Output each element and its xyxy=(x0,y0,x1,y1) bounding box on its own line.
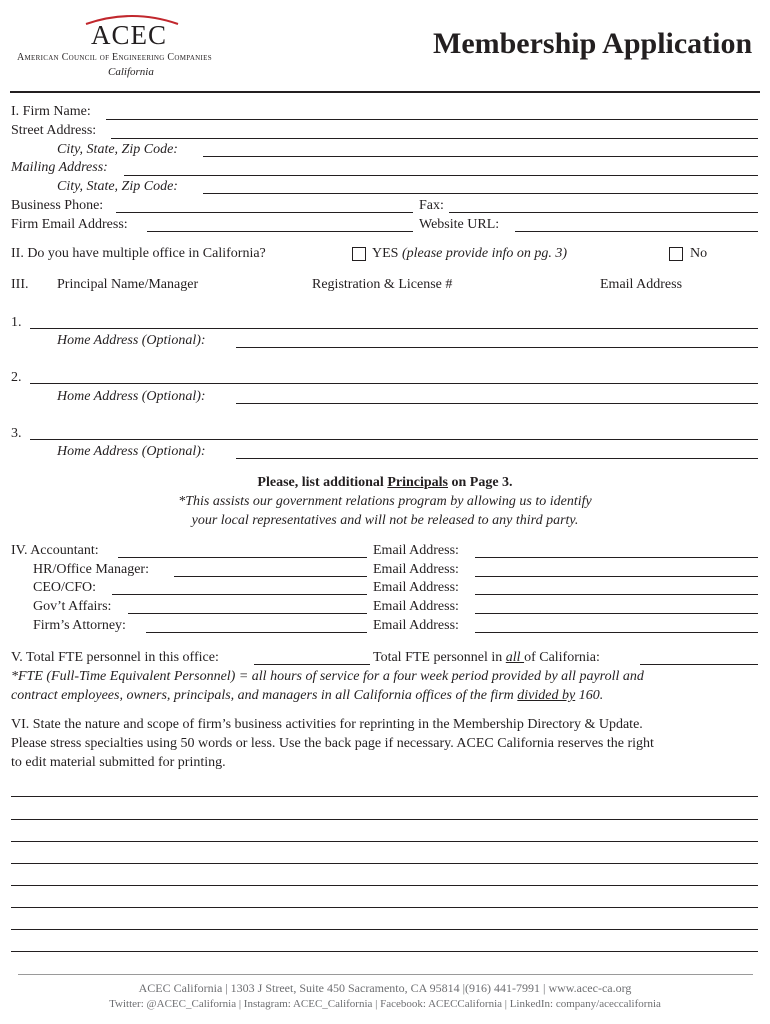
logo-full-name: American Council of Engineering Companies xyxy=(17,52,212,63)
activities-line-2: Please stress specialties using 50 words or less. Use the back page if necessary. ACEC California reserves the right xyxy=(11,736,654,751)
disclaimer-line-2: your local representatives and will not be released to any third party. xyxy=(191,513,579,528)
activities-line-1: VI. State the nature and scope of firm’s business activities for reprinting in the Membership Directory & Update. xyxy=(11,717,643,732)
street-address-label: Street Address: xyxy=(11,123,97,138)
ceo-cfo-label: CEO/CFO: xyxy=(33,580,97,595)
principal-row-1-home-field[interactable] xyxy=(236,347,758,348)
yes-checkbox[interactable] xyxy=(352,247,366,261)
principal-row-1-home-label: Home Address (Optional): xyxy=(57,333,206,348)
note-principals-link: Principals xyxy=(387,475,448,490)
disclaimer-line-1: *This assists our government relations program by allowing us to identify xyxy=(178,494,592,509)
website-url-field[interactable] xyxy=(515,231,758,232)
mailing-address-field[interactable] xyxy=(124,175,758,176)
col-email-header: Email Address xyxy=(600,277,683,292)
yes-note: (please provide info on pg. 3) xyxy=(401,246,568,261)
fte-note-before: contract employees, owners, principals, and managers in all California offices of the firm xyxy=(11,688,518,703)
col-registration-header: Registration & License # xyxy=(312,277,453,292)
activities-writing-line[interactable] xyxy=(11,796,758,797)
footer-address: ACEC California | 1303 J Street, Suite 450 Sacramento, CA 95814 |(916) 441-7991 | www.acec-ca.org xyxy=(138,981,632,995)
mailing-city-state-zip-field[interactable] xyxy=(203,193,758,194)
page-title: Membership Application xyxy=(433,27,753,60)
fte-ca-field[interactable] xyxy=(640,664,758,665)
govt-affairs-label: Gov’t Affairs: xyxy=(33,599,112,614)
city-state-zip-label: City, State, Zip Code: xyxy=(57,142,178,157)
ceo-cfo-email-label: Email Address: xyxy=(373,580,459,595)
fte-ca-after: of California: xyxy=(524,650,600,665)
note-after: on Page 3. xyxy=(448,475,513,490)
mailing-address-label: Mailing Address: xyxy=(11,160,108,175)
fte-office-label: V. Total FTE personnel in this office: xyxy=(11,650,219,665)
logo-acronym: ACEC xyxy=(91,20,168,50)
principal-row-2-number: 2. xyxy=(11,370,22,385)
accountant-email-label: Email Address: xyxy=(373,543,459,558)
logo-state: California xyxy=(108,66,154,78)
principal-row-2-field[interactable] xyxy=(30,383,758,384)
activities-line-3: to edit material submitted for printing. xyxy=(11,755,226,770)
additional-principals-note xyxy=(0,475,770,491)
business-phone-field[interactable] xyxy=(116,212,413,213)
street-address-field[interactable] xyxy=(111,138,758,139)
yes-label xyxy=(372,246,567,262)
hr-manager-label: HR/Office Manager: xyxy=(33,562,149,577)
yes-text: YES xyxy=(372,246,399,261)
principal-row-3-field[interactable] xyxy=(30,439,758,440)
hr-manager-field[interactable] xyxy=(174,576,367,577)
section3-numeral: III. xyxy=(11,277,29,292)
activities-writing-line[interactable] xyxy=(11,951,758,952)
firm-attorney-email-field[interactable] xyxy=(475,632,758,633)
activities-writing-line[interactable] xyxy=(11,907,758,908)
footer-social: Twitter: @ACEC_California | Instagram: ACEC_California | Facebook: ACECCalifornia | LinkedIn: company/aceccalifornia xyxy=(109,998,661,1010)
multiple-office-question: II. Do you have multiple office in California? xyxy=(11,246,266,261)
activities-writing-line[interactable] xyxy=(11,841,758,842)
principal-row-3-home-field[interactable] xyxy=(236,458,758,459)
activities-writing-line[interactable] xyxy=(11,929,758,930)
mailing-city-state-zip-label: City, State, Zip Code: xyxy=(57,179,178,194)
accountant-field[interactable] xyxy=(118,557,367,558)
firm-email-field[interactable] xyxy=(147,231,413,232)
fte-office-field[interactable] xyxy=(254,664,370,665)
website-url-label: Website URL: xyxy=(419,217,500,232)
govt-affairs-field[interactable] xyxy=(128,613,367,614)
principal-row-2-home-field[interactable] xyxy=(236,403,758,404)
govt-affairs-email-label: Email Address: xyxy=(373,599,459,614)
firm-name-label: I. Firm Name: xyxy=(11,104,91,119)
firm-attorney-email-label: Email Address: xyxy=(373,618,459,633)
fte-note-line-1: *FTE (Full-Time Equivalent Personnel) = all hours of service for a four week period provided by all payroll and xyxy=(11,669,644,684)
principal-row-2-home-label: Home Address (Optional): xyxy=(57,389,206,404)
footer-divider xyxy=(18,974,753,975)
fax-field[interactable] xyxy=(449,212,758,213)
principal-row-3-number: 3. xyxy=(11,426,22,441)
accountant-email-field[interactable] xyxy=(475,557,758,558)
principal-row-1-field[interactable] xyxy=(30,328,758,329)
principal-row-3-home-label: Home Address (Optional): xyxy=(57,444,206,459)
activities-writing-line[interactable] xyxy=(11,885,758,886)
business-phone-label: Business Phone: xyxy=(11,198,104,213)
hr-manager-email-field[interactable] xyxy=(475,576,758,577)
fax-label: Fax: xyxy=(419,198,444,213)
no-label: No xyxy=(690,246,708,261)
fte-note-divided: divided by xyxy=(517,688,576,703)
firm-email-label: Firm Email Address: xyxy=(11,217,128,232)
fte-ca-all: all xyxy=(505,650,525,665)
fte-ca-before: Total FTE personnel in xyxy=(373,650,506,665)
fte-ca-label xyxy=(373,650,600,666)
hr-manager-email-label: Email Address: xyxy=(373,562,459,577)
header-divider xyxy=(10,91,760,93)
principal-row-1-number: 1. xyxy=(11,315,22,330)
activities-writing-line[interactable] xyxy=(11,819,758,820)
ceo-cfo-field[interactable] xyxy=(112,594,367,595)
col-principal-header: Principal Name/Manager xyxy=(57,277,199,292)
fte-note-after: 160. xyxy=(575,688,604,703)
firm-attorney-field[interactable] xyxy=(146,632,367,633)
govt-affairs-email-field[interactable] xyxy=(475,613,758,614)
firm-attorney-label: Firm’s Attorney: xyxy=(33,618,126,633)
accountant-label: IV. Accountant: xyxy=(11,543,99,558)
note-before: Please, list additional xyxy=(257,475,388,490)
ceo-cfo-email-field[interactable] xyxy=(475,594,758,595)
city-state-zip-field[interactable] xyxy=(203,156,758,157)
no-checkbox[interactable] xyxy=(669,247,683,261)
firm-name-field[interactable] xyxy=(106,119,758,120)
fte-note-line-2 xyxy=(11,688,603,704)
activities-writing-line[interactable] xyxy=(11,863,758,864)
